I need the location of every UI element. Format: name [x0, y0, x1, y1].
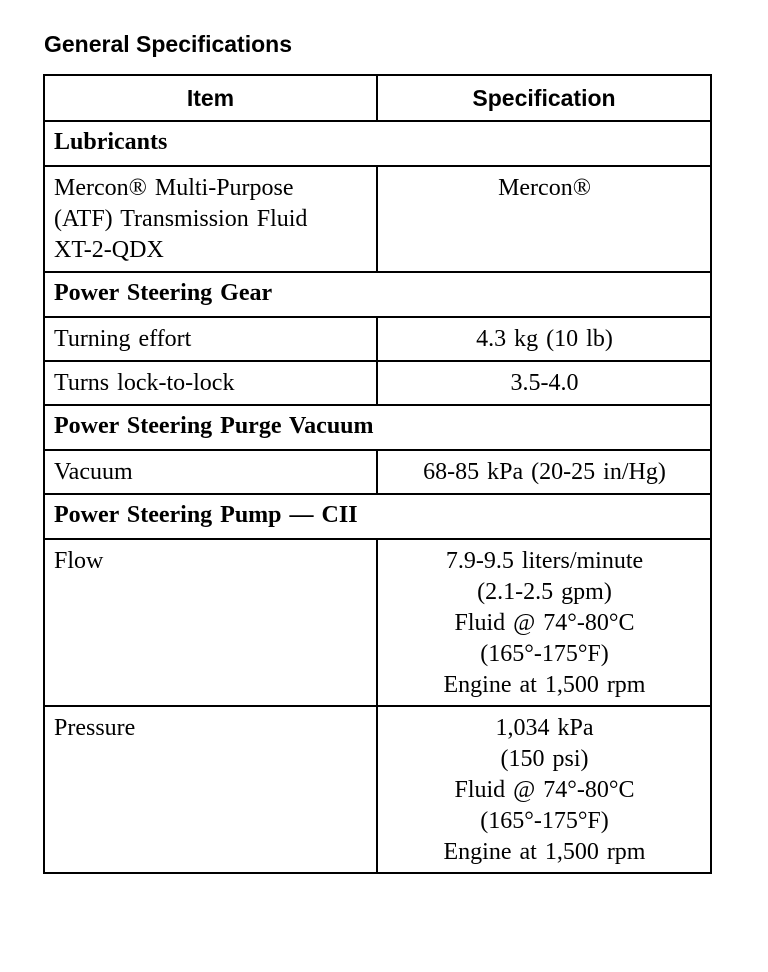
- table-row: [44, 166, 711, 272]
- table-row: [44, 317, 711, 361]
- spec-cell: 4.3 kg (10 lb): [377, 317, 711, 361]
- item-cell: Turning effort: [44, 317, 377, 361]
- specification-column-header: Specification: [377, 75, 711, 121]
- item-column-header: Item: [44, 75, 377, 121]
- item-cell: Vacuum: [44, 450, 377, 494]
- section-title: Power Steering Pump — CII: [44, 494, 711, 539]
- item-cell: Pressure: [44, 706, 377, 873]
- section-row-power-steering-gear: [44, 272, 711, 317]
- spec-cell: 1,034 kPa (150 psi) Fluid @ 74°-80°C (165°-175°F) Engine at 1,500 rpm: [377, 706, 711, 873]
- spec-cell: Mercon®: [377, 166, 711, 272]
- section-row-purge-vacuum: [44, 405, 711, 450]
- section-title: Power Steering Gear: [44, 272, 711, 317]
- item-cell: Turns lock-to-lock: [44, 361, 377, 405]
- table-row: [44, 361, 711, 405]
- page-title: General Specifications: [44, 31, 292, 57]
- specifications-table: [43, 74, 712, 874]
- section-row-power-steering-pump: [44, 494, 711, 539]
- item-cell: Flow: [44, 539, 377, 706]
- item-cell: Mercon® Multi-Purpose (ATF) Transmission Fluid XT-2-QDX: [44, 166, 377, 272]
- table-row: [44, 539, 711, 706]
- spec-cell: 68-85 kPa (20-25 in/Hg): [377, 450, 711, 494]
- spec-cell: 7.9-9.5 liters/minute (2.1-2.5 gpm) Fluid @ 74°-80°C (165°-175°F) Engine at 1,500 rpm: [377, 539, 711, 706]
- table-row: [44, 450, 711, 494]
- spec-cell: 3.5-4.0: [377, 361, 711, 405]
- table-header-row: [44, 75, 711, 121]
- table-row: [44, 706, 711, 873]
- section-title: Power Steering Purge Vacuum: [44, 405, 711, 450]
- section-title: Lubricants: [44, 121, 711, 166]
- section-row-lubricants: [44, 121, 711, 166]
